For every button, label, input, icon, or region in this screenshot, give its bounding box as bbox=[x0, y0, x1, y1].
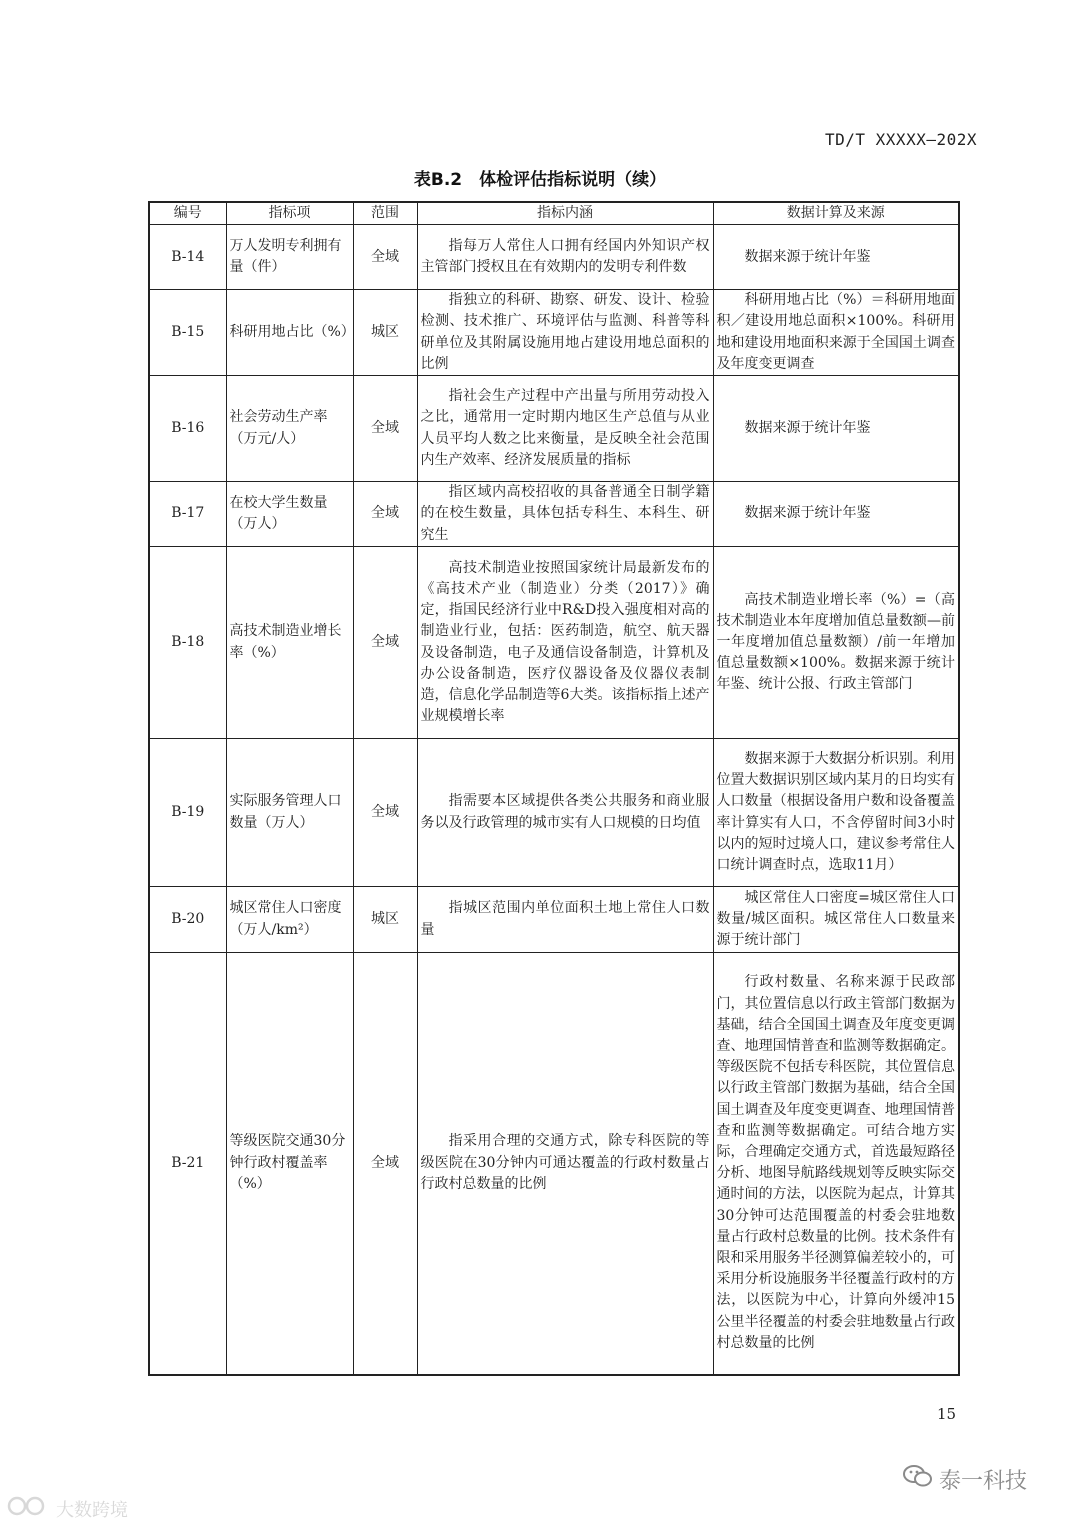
cell-content bbox=[417, 547, 713, 739]
cell-scope: 全域 bbox=[353, 376, 417, 482]
table-row bbox=[149, 953, 959, 1375]
cell-scope: 全域 bbox=[353, 547, 417, 739]
table-row bbox=[149, 547, 959, 739]
cell-source-text: 行政村数量、名称来源于民政部门，其位置信息以行政主管部门数据为基础，结合全国国土调查及年度变更调查、地理国情普查和监测等数据确定。等级医院不包括专科医院，其位置信息以行政主管部门数据为基础，结合全国国土调查及年度变更调查、地理国情普查和监测等数据确定。可结合地方实际，合理确定交通方式，首选最短路径分析、地图导航路线规划等反映实际交通时间的方法，以医院为起点，计算其30分钟可达范围覆盖的村委会驻地数量占行政村总数量的比例。技术条件有限和采用服务半径测算偏差较小的，可采用分析设施服务半径覆盖行政村的方法，以医院为中心，计算向外缓冲15公里半径覆盖的村委会驻地数量占行政村总数量的比例 bbox=[716, 974, 955, 1351]
cell-source-text: 数据来源于统计年鉴 bbox=[744, 419, 871, 436]
cell-source bbox=[713, 376, 959, 482]
cell-source bbox=[713, 953, 959, 1375]
cell-content bbox=[417, 225, 713, 290]
cell-scope: 城区 bbox=[353, 290, 417, 376]
cell-content-text: 指独立的科研、勘察、研发、设计、检验检测、技术推广、环境评估与监测、科普等科研单位及其附属设施用地占建设用地总面积的比例 bbox=[420, 292, 710, 372]
column-header-source: 数据计算及来源 bbox=[713, 202, 959, 225]
indicator-table bbox=[148, 201, 960, 1376]
table-row bbox=[149, 887, 959, 953]
cell-source bbox=[713, 547, 959, 739]
cell-item: 万人发明专利拥有量（件） bbox=[226, 225, 353, 290]
cell-source-text: 数据来源于大数据分析识别。利用位置大数据识别区域内某月的日均实有人口数量（根据设备用户数和设备覆盖率计算实有人口，不含停留时间3小时以内的短时过境人口，建议参考常住人口统计调查时点，选取11月） bbox=[716, 750, 955, 873]
cell-content-text: 指需要本区域提供各类公共服务和商业服务以及行政管理的城市实有人口规模的日均值 bbox=[420, 793, 710, 831]
cell-content bbox=[417, 887, 713, 953]
cell-content-text: 指城区范围内单位面积土地上常住人口数量 bbox=[420, 900, 710, 938]
cell-scope: 全域 bbox=[353, 953, 417, 1375]
cell-source bbox=[713, 482, 959, 547]
brand-logo-icon bbox=[6, 1495, 50, 1522]
cell-id: B-14 bbox=[149, 225, 226, 290]
column-header-scope: 范围 bbox=[353, 202, 417, 225]
cell-item: 社会劳动生产率（万元/人） bbox=[226, 376, 353, 482]
cell-source-text: 科研用地占比（%）＝科研用地面积／建设用地总面积×100%。科研用地和建设用地面积来源于全国国土调查及年度变更调查 bbox=[716, 292, 955, 372]
cell-source bbox=[713, 225, 959, 290]
cell-source-text: 高技术制造业增长率（%）=（高技术制造业本年度增加值总量数额—前一年度增加值总量数额）/前一年增加值总量数额×100%。数据来源于统计年鉴、统计公报、行政主管部门 bbox=[716, 591, 955, 693]
table-row bbox=[149, 225, 959, 290]
table-row bbox=[149, 376, 959, 482]
cell-scope: 全域 bbox=[353, 739, 417, 887]
cell-scope: 全域 bbox=[353, 225, 417, 290]
cell-source bbox=[713, 739, 959, 887]
column-header-item: 指标项 bbox=[226, 202, 353, 225]
cell-id: B-18 bbox=[149, 547, 226, 739]
cell-source-text: 数据来源于统计年鉴 bbox=[744, 248, 871, 265]
column-header-content: 指标内涵 bbox=[417, 202, 713, 225]
cell-source bbox=[713, 290, 959, 376]
cell-id: B-20 bbox=[149, 887, 226, 953]
cell-scope: 全域 bbox=[353, 482, 417, 547]
table-header-row bbox=[149, 202, 959, 225]
cell-content bbox=[417, 482, 713, 547]
cell-content-text: 指采用合理的交通方式，除专科医院的等级医院在30分钟内可通达覆盖的行政村数量占行政村总数量的比例 bbox=[420, 1133, 710, 1192]
cell-source bbox=[713, 887, 959, 953]
watermark-right-text: 泰一科技 bbox=[939, 1468, 1028, 1494]
cell-id: B-15 bbox=[149, 290, 226, 376]
watermark-left bbox=[6, 1495, 128, 1522]
table-title: 表B.2 体检评估指标说明（续） bbox=[413, 170, 667, 190]
table-row bbox=[149, 290, 959, 376]
cell-content bbox=[417, 953, 713, 1375]
cell-item: 实际服务管理人口数量（万人） bbox=[226, 739, 353, 887]
cell-item: 等级医院交通30分钟行政村覆盖率（%） bbox=[226, 953, 353, 1375]
cell-id: B-19 bbox=[149, 739, 226, 887]
cell-content bbox=[417, 290, 713, 376]
cell-id: B-21 bbox=[149, 953, 226, 1375]
cell-item: 科研用地占比（%） bbox=[226, 290, 353, 376]
cell-source-text: 城区常住人口密度=城区常住人口数量/城区面积。城区常住人口数量来源于统计部门 bbox=[716, 889, 955, 949]
cell-id: B-17 bbox=[149, 482, 226, 547]
cell-source-text: 数据来源于统计年鉴 bbox=[744, 505, 871, 522]
table-row bbox=[149, 482, 959, 547]
cell-content bbox=[417, 739, 713, 887]
cell-content-text: 指社会生产过程中产出量与所用劳动投入之比，通常用一定时期内地区生产总值与从业人员平均人数之比来衡量，是反映全社会范围内生产效率、经济发展质量的指标 bbox=[420, 388, 710, 468]
table-row bbox=[149, 739, 959, 887]
cell-content bbox=[417, 376, 713, 482]
column-header-id: 编号 bbox=[149, 202, 226, 225]
cell-item: 高技术制造业增长率（%） bbox=[226, 547, 353, 739]
cell-content-text: 指区域内高校招收的具备普通全日制学籍的在校生数量，具体包括专科生、本科生、研究生 bbox=[420, 484, 710, 543]
cell-id: B-16 bbox=[149, 376, 226, 482]
cell-item: 城区常住人口密度（万人/km²） bbox=[226, 887, 353, 953]
cell-item: 在校大学生数量（万人） bbox=[226, 482, 353, 547]
wechat-icon bbox=[903, 1463, 933, 1495]
page-number: 15 bbox=[937, 1405, 957, 1423]
watermark-left-text: 大数跨境 bbox=[56, 1499, 128, 1521]
cell-content-text: 高技术制造业按照国家统计局最新发布的《高技术产业（制造业）分类（2017）》确定，指国民经济行业中R&D投入强度相对高的制造业行业，包括：医药制造，航空、航天器及设备制造，电子及通信设备制造，计算机及办公设备制造，医疗仪器设备及仪器仪表制造，信息化学品制造等6大类。该指标指上述产业规模增长率 bbox=[420, 559, 710, 725]
cell-scope: 城区 bbox=[353, 887, 417, 953]
document-code: TD/T XXXXX—202X bbox=[825, 130, 977, 149]
cell-content-text: 指每万人常住人口拥有经国内外知识产权主管部门授权且在有效期内的发明专利件数 bbox=[420, 238, 710, 276]
watermark-right bbox=[903, 1463, 1027, 1495]
